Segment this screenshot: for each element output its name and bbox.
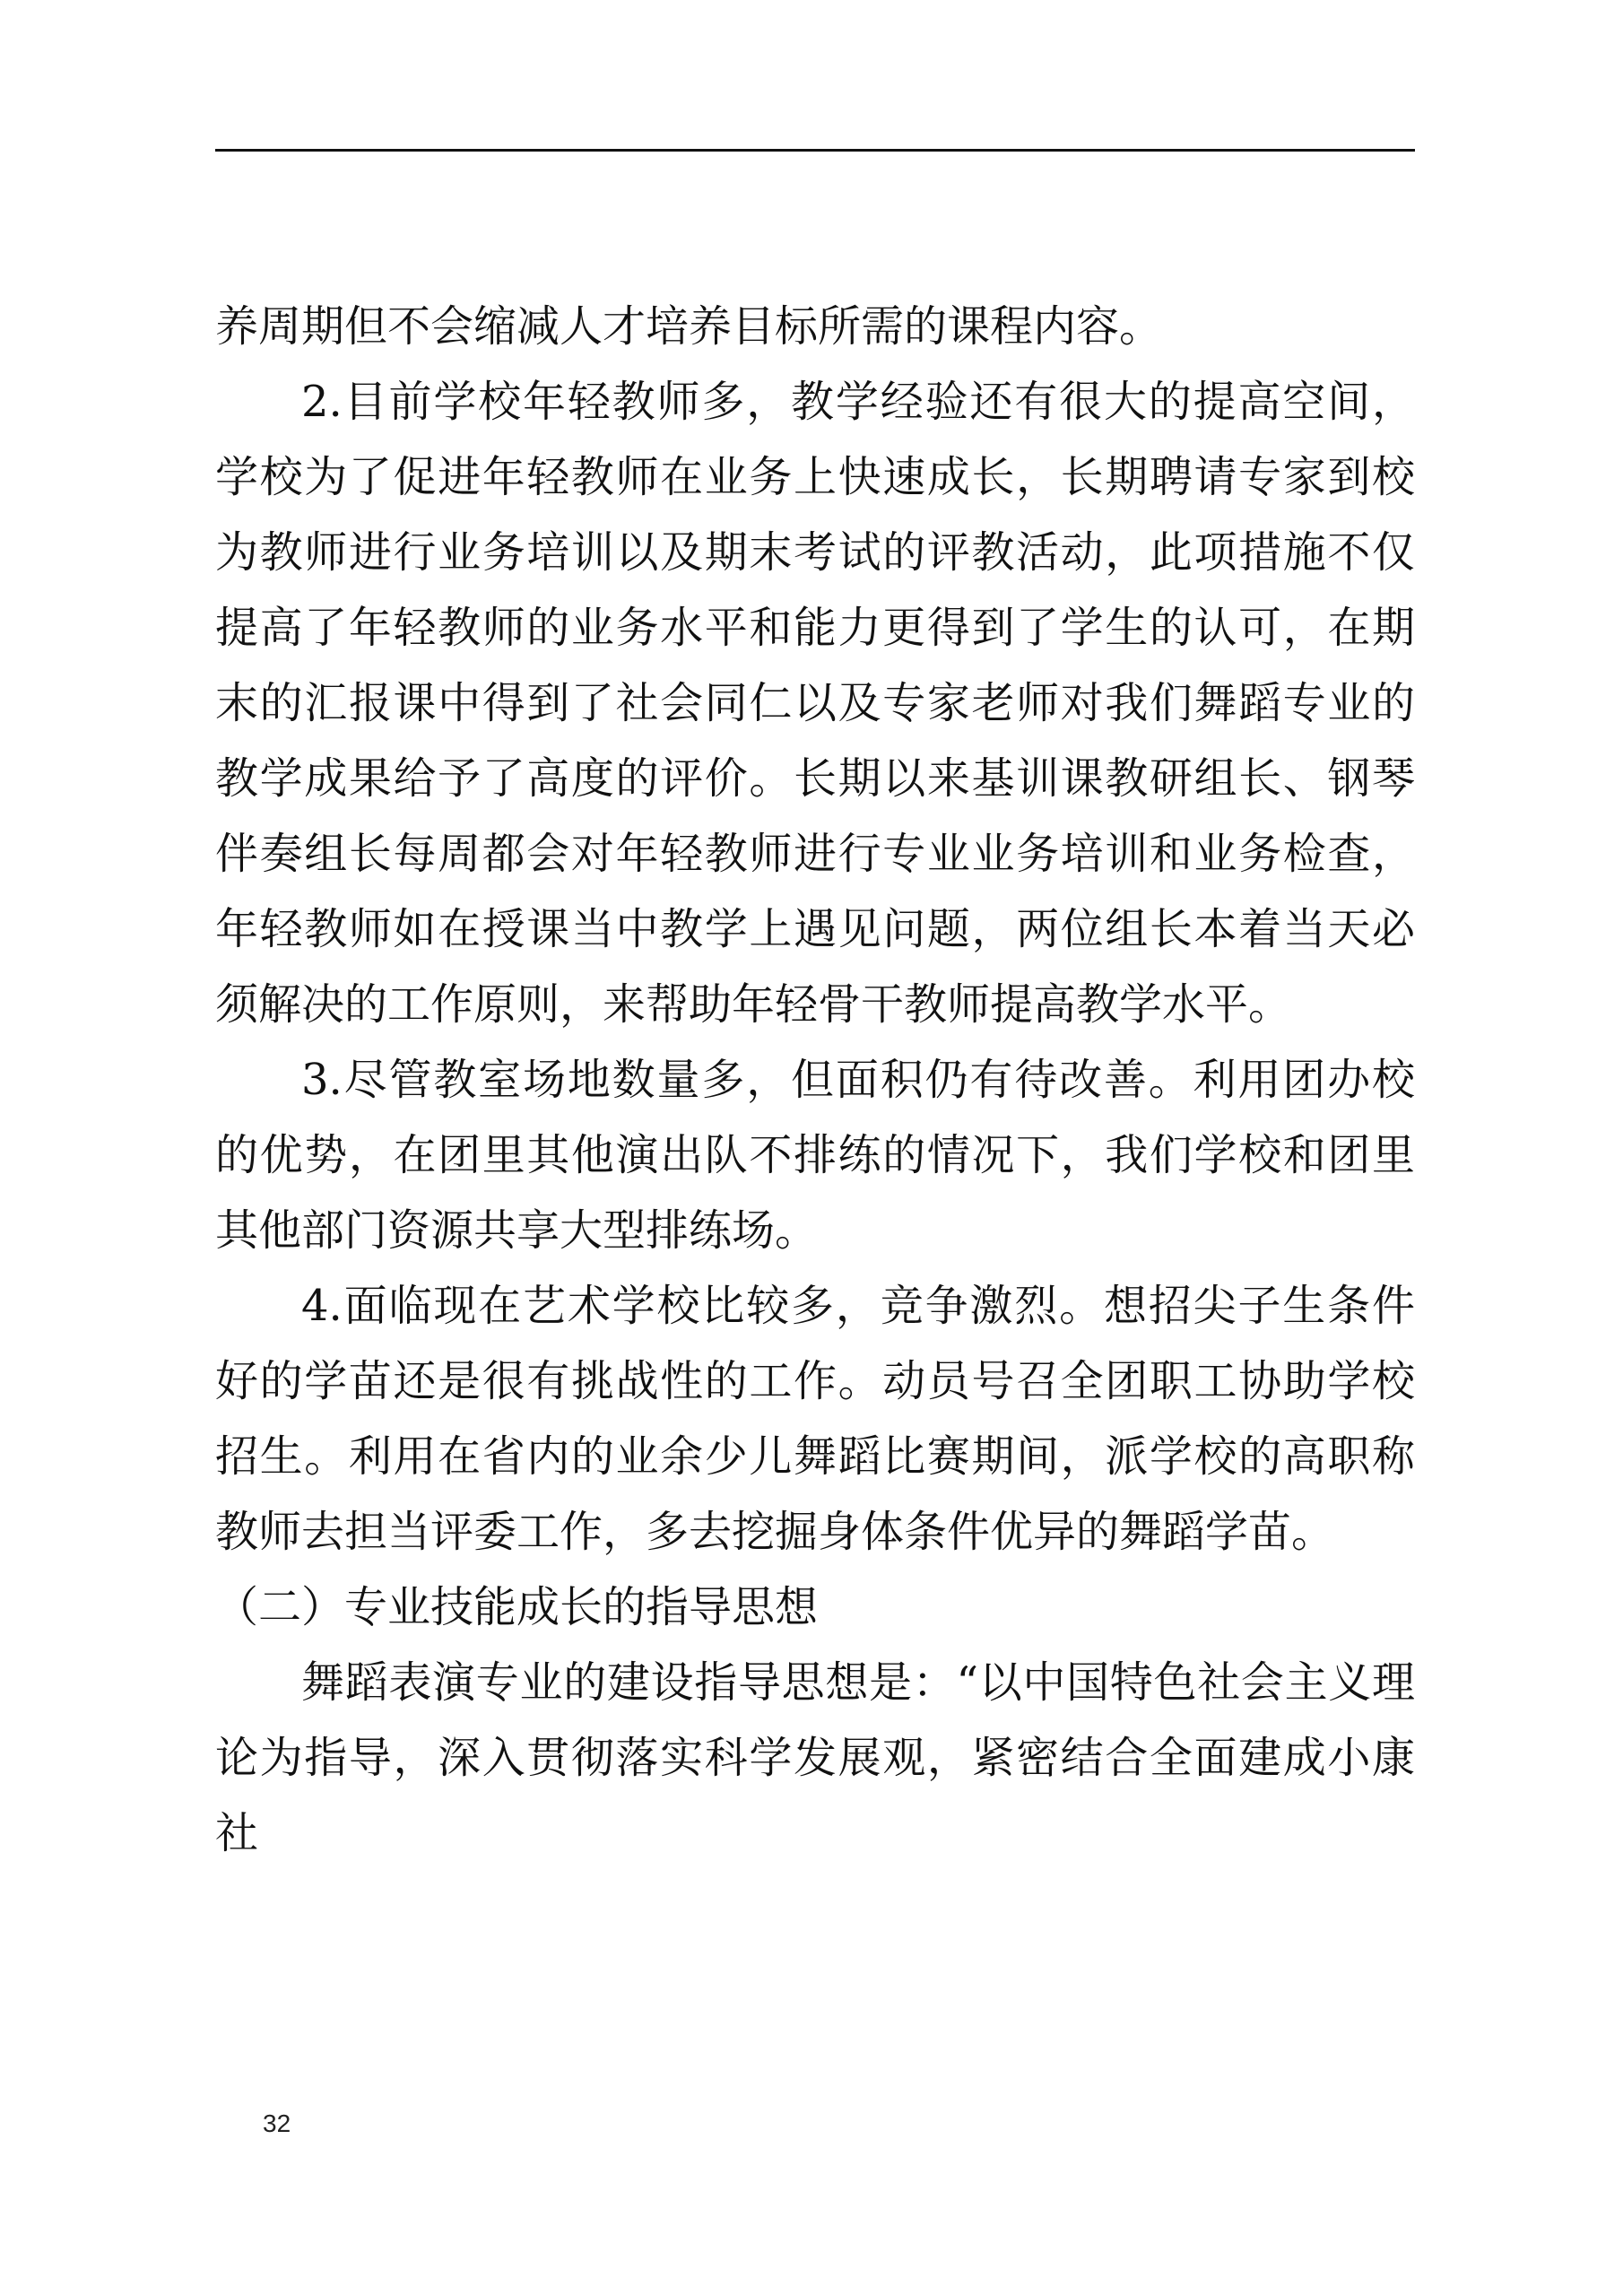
body-text bbox=[215, 289, 1415, 1871]
paragraph-item-2: 2.目前学校年轻教师多，教学经验还有很大的提高空间，学校为了促进年轻教师在业务上快速成长，长期聘请专家到校为教师进行业务培训以及期末考试的评教活动，此项措施不仅提高了年轻教师的业务水平和能力更得到了学生的认可，在期末的汇报课中得到了社会同仁以及专家老师对我们舞蹈专业的教学成果给予了高度的评价。长期以来基训课教研组长、钢琴伴奏组长每周都会对年轻教师进行专业业务培训和业务检查，年轻教师如在授课当中教学上遇见问题，两位组长本着当天必须解决的工作原则，来帮助年轻骨干教师提高教学水平。 bbox=[215, 377, 1415, 1030]
page-number: 32 bbox=[263, 2109, 291, 2137]
paragraph-item-3: 3.尽管教室场地数量多，但面积仍有待改善。利用团办校的优势，在团里其他演出队不排练的情况下，我们学校和团里其他部门资源共享大型排练场。 bbox=[215, 1055, 1415, 1256]
paragraph-guiding-ideology: 舞蹈表演专业的建设指导思想是：“以中国特色社会主义理论为指导，深入贯彻落实科学发展观，紧密结合全面建成小康社 bbox=[215, 1657, 1415, 1858]
header-rule bbox=[215, 149, 1415, 152]
paragraph-item-4: 4.面临现在艺术学校比较多，竞争激烈。想招尖子生条件好的学苗还是很有挑战性的工作。动员号召全团职工协助学校招生。利用在省内的业余少儿舞蹈比赛期间，派学校的高职称教师去担当评委工作，多去挖掘身体条件优异的舞蹈学苗。 bbox=[215, 1281, 1415, 1557]
paragraph-continuation: 养周期但不会缩减人才培养目标所需的课程内容。 bbox=[215, 301, 1163, 352]
section-heading: （二）专业技能成长的指导思想 bbox=[215, 1582, 819, 1632]
